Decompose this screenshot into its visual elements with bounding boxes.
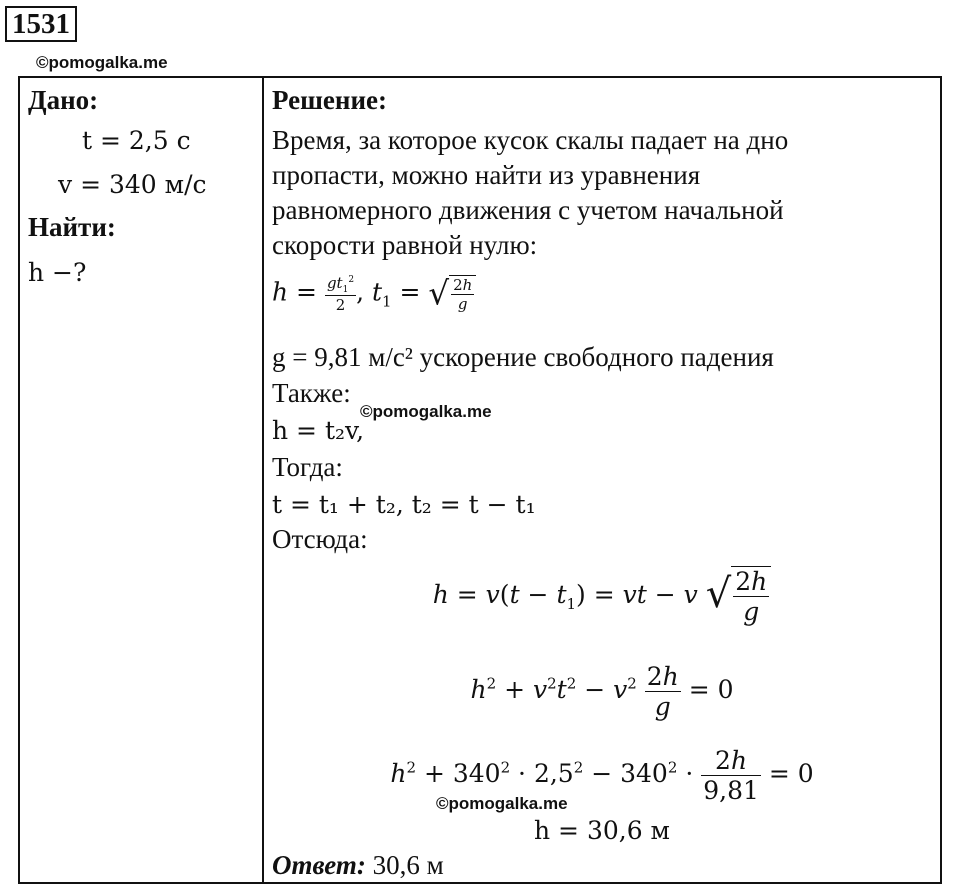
watermark: ©pomogalka.me [36,53,168,72]
find-value: h −? [28,258,87,287]
solution-cell [263,77,941,883]
watermark-2: ©pomogalka.me [360,402,492,421]
given-v: v = 340 м/с [58,170,207,199]
answer-label: Ответ: [272,850,366,880]
given-cell [19,77,263,883]
equation-3: $h^2 + 340^2 \cdot 2,5^2 - 340^2$ · $\frac{2h}{9,81}$ = 0 [390,746,814,805]
given-t: t = 2,5 с [82,126,191,155]
watermark-3: ©pomogalka.me [436,794,568,813]
intro-line-1: Время, за которое кусок скалы падает на дно [272,125,789,155]
given-heading: Дано: [28,85,99,115]
g-line: g = 9,81 м/с² ускорение свободного падения [272,342,774,372]
problem-number: 1531 [5,6,77,42]
t-equation: t = t₁ + t₂, t₂ = t − t₁ [272,490,536,519]
result: h = 30,6 м [534,816,670,845]
formula-free-fall: h = $\frac{gt_1^2}{2}$ , $t_1$ = √ $\frac{2h}{g}$ [272,274,476,314]
answer-value: 30,6 м [372,850,444,880]
equation-2: $h^2 + v^2t^2 - v^2$ $\frac{2h}{g}$ = 0 [470,662,734,721]
solution-heading: Решение: [272,85,387,115]
intro-line-4: скорости равной нулю: [272,230,538,260]
also-label: Также: [272,378,351,408]
intro-line-3: равномерного движения с учетом начальной [272,195,784,225]
intro-line-2: пропасти, можно найти из уравнения [272,160,701,190]
then-label: Тогда: [272,452,343,482]
equation-1: $h = v(t - t_1)$ = vt − v √ $\frac{2h}{g}$ [264,566,940,626]
find-heading: Найти: [28,212,116,242]
h-equation: h = t₂v, [272,416,365,445]
answer [272,850,444,881]
solution-table [18,76,942,884]
hence-label: Отсюда: [272,524,368,554]
